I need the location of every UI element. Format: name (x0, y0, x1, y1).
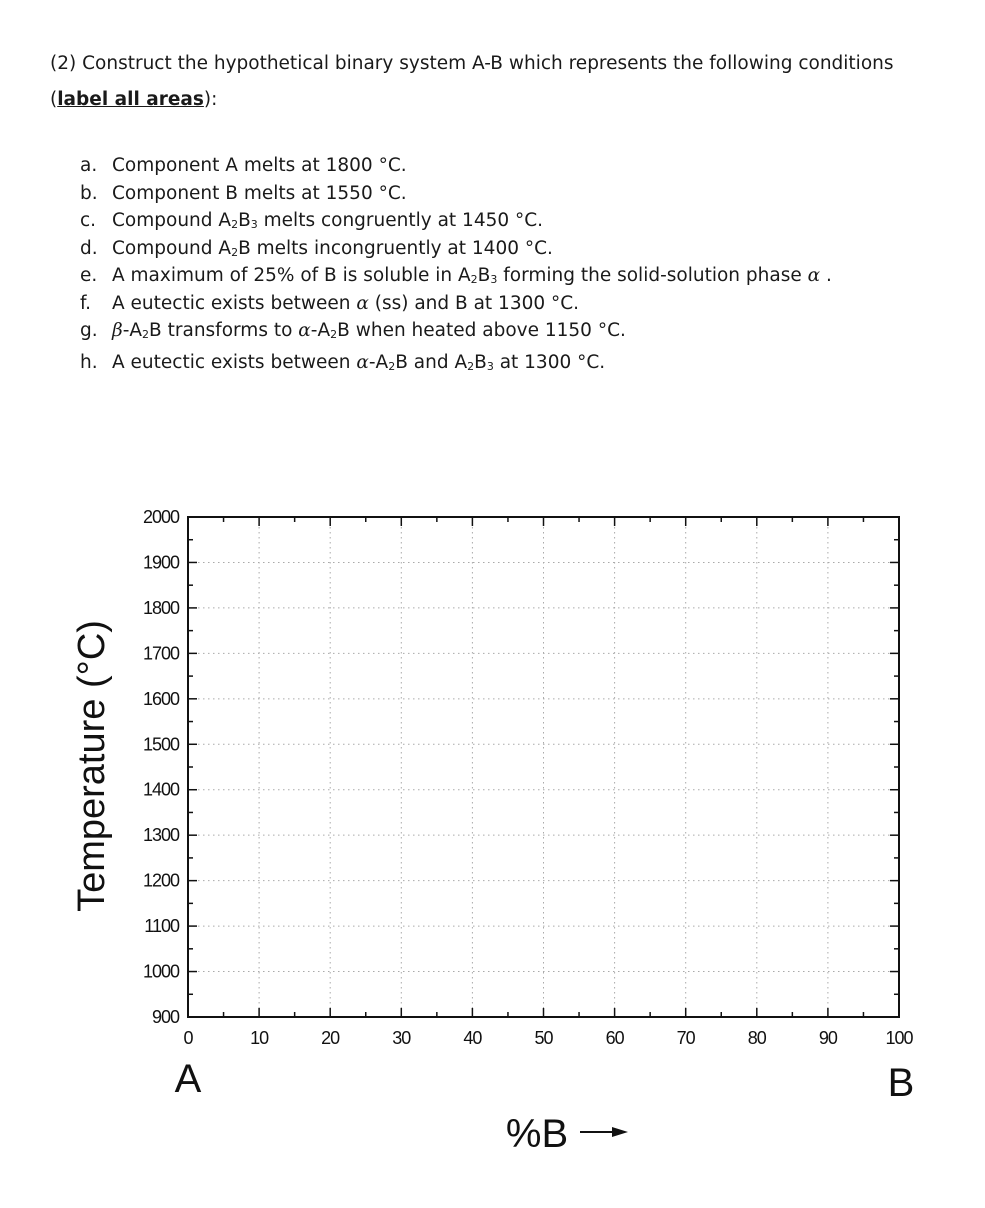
y-tick-label: 1800 (142, 597, 179, 618)
x-tick-label: 60 (605, 1028, 624, 1048)
grid-lines (188, 517, 899, 1017)
condition-b: b. Component B melts at 1550 °C. (80, 182, 407, 204)
y-tick-label: 1600 (142, 688, 179, 709)
x-tick-label: 10 (250, 1028, 269, 1048)
condition-c: c. Compound $A_2B_3$ melts congruently at 1450 °C. (80, 210, 544, 231)
instruction-label-all-areas: label all areas (57, 89, 204, 110)
x-tick-label: 40 (463, 1028, 482, 1048)
question-number: (2) (50, 53, 77, 74)
x-tick-label: 100 (885, 1028, 913, 1048)
condition-h: h. A eutectic exists between $\alpha-A_2B$ and $A_2B_3$ at 1300 °C. (80, 351, 606, 373)
y-tick-label: 1400 (142, 779, 179, 800)
condition-a: a. Component A melts at 1800 °C. (80, 155, 407, 176)
x-tick-label: 50 (534, 1028, 553, 1048)
tick-labels (143, 507, 914, 1048)
y-tick-label: 1200 (142, 870, 179, 891)
condition-f: f. A eutectic exists between α (ss) and B at 1300 °C. (80, 292, 580, 314)
x-axis-title: %B (505, 1112, 569, 1156)
question-body: Construct the hypothetical binary system A-B which represents the following conditions (82, 53, 894, 74)
x-tick-label: 20 (321, 1028, 340, 1048)
y-tick-label: 1300 (142, 825, 179, 846)
y-tick-label: 2000 (142, 507, 179, 527)
y-tick-label: 1500 (142, 734, 179, 755)
condition-g: g. $\beta-A_2B$ transforms to $\alpha-A_2B$ when heated above 1150 °C. (80, 320, 626, 341)
x-tick-label: 70 (676, 1028, 695, 1048)
question-text: (2) Construct the hypothetical binary system A-B which represents the following conditions (label all areas): (50, 53, 894, 110)
x-end-label-b: B (887, 1061, 915, 1105)
y-tick-label: 1900 (142, 552, 179, 573)
x-tick-label: 30 (392, 1028, 411, 1048)
condition-e: e. A maximum of 25% of B is soluble in $A_2B_3$ forming the solid-solution phase α . (80, 265, 832, 286)
condition-d: d. Compound $A_2B$ melts incongruently at 1400 °C. (80, 237, 553, 259)
y-tick-label: 1700 (142, 643, 179, 664)
x-tick-label: 80 (747, 1028, 766, 1048)
y-tick-label: 1100 (144, 916, 179, 937)
y-tick-label: 1000 (142, 961, 179, 982)
y-tick-label: 900 (151, 1007, 179, 1027)
y-axis-title: Temperature (°C) (71, 620, 113, 912)
x-tick-label: 0 (183, 1028, 193, 1048)
x-tick-label: 90 (818, 1028, 837, 1048)
x-end-label-a: A (174, 1057, 202, 1101)
x-axis-arrow-icon (580, 1127, 628, 1137)
